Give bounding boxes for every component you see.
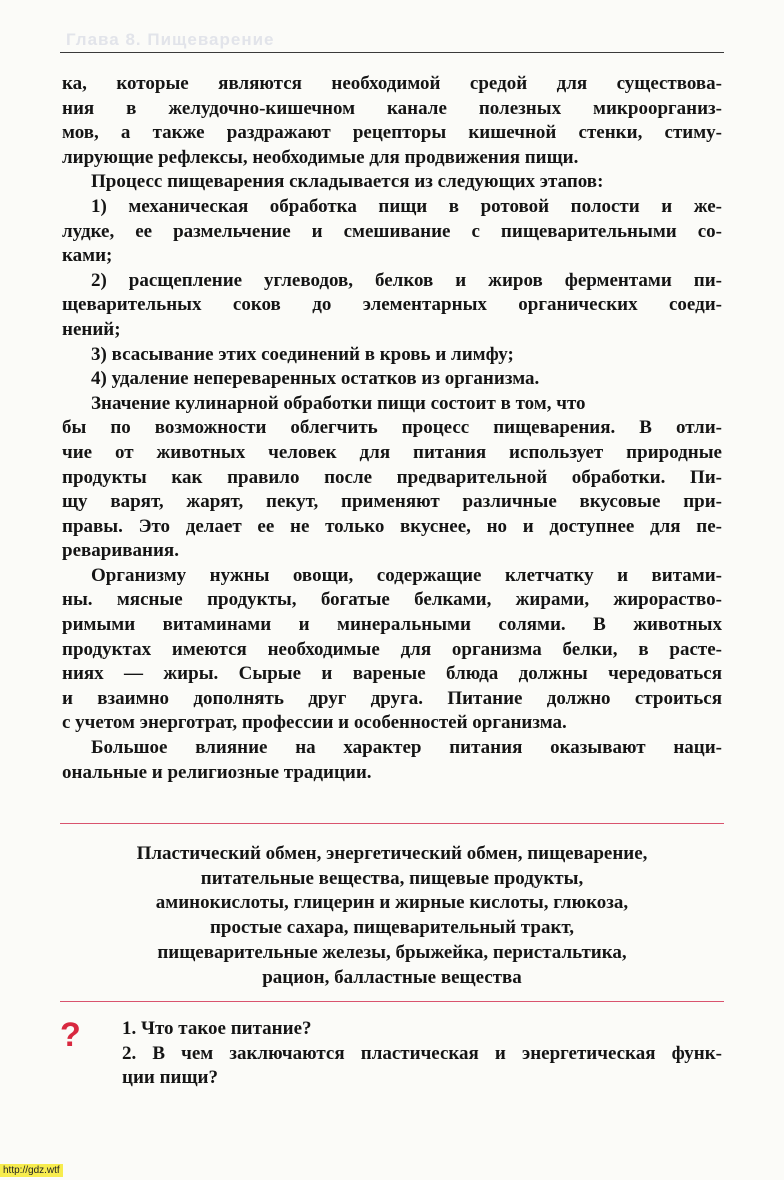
question-line: 1. Что такое питание? bbox=[122, 1018, 312, 1039]
text-line: мов, а также раздражают рецепторы кишечной стенки, стиму- bbox=[62, 122, 722, 144]
text-line: лирующие рефлексы, необходимые для продвижения пищи. bbox=[62, 146, 579, 168]
text-line: Большое влияние на характер питания оказывают наци- bbox=[91, 737, 722, 759]
watermark-link[interactable]: http://gdz.wtf bbox=[0, 1164, 63, 1177]
text-line: реваривания. bbox=[62, 540, 179, 562]
question-line: 2. В чем заключаются пластическая и энергетическая функ- bbox=[122, 1042, 722, 1064]
terms-bottom-rule bbox=[60, 1001, 724, 1002]
question-line: ции пищи? bbox=[122, 1067, 218, 1089]
text-line: правы. Это делает ее не только вкуснее, но и доступнее для пе- bbox=[62, 515, 722, 537]
text-line: бы по возможности облегчить процесс пищеварения. В отли- bbox=[62, 417, 722, 439]
text-line: щу варят, жарят, пекут, применяют различные вкусовые при- bbox=[62, 491, 722, 513]
text-line: щеварительных соков до элементарных органических соеди- bbox=[62, 294, 722, 316]
text-line: чие от животных человек для питания использует природные bbox=[62, 441, 722, 463]
key-term-line: Пластический обмен, энергетический обмен, пищеварение, bbox=[136, 843, 648, 864]
text-line: ка, которые являются необходимой средой для существова- bbox=[62, 73, 722, 94]
key-term-line: рацион, балластные вещества bbox=[262, 966, 522, 988]
text-line: 4) удаление непереваренных остатков из организма. bbox=[91, 368, 540, 390]
text-line: 2) расщепление углеводов, белков и жиров ферментами пи- bbox=[91, 269, 722, 291]
key-term-line: простые сахара, пищеварительный тракт, bbox=[209, 917, 575, 939]
text-line: ны. мясные продукты, богатые белками, жирами, жирораство- bbox=[62, 589, 722, 611]
text-line: Организму нужны овощи, содержащие клетчатку и витами- bbox=[91, 564, 722, 586]
key-term-line: аминокислоты, глицерин и жирные кислоты, глюкоза, bbox=[155, 892, 629, 914]
question-mark-icon: ? bbox=[60, 1016, 81, 1054]
text-line: нений; bbox=[62, 318, 121, 340]
header-rule bbox=[60, 52, 724, 53]
text-line: продуктах имеются необходимые для организма белки, в расте- bbox=[62, 638, 722, 660]
text-line: ниях — жиры. Сырые и вареные блюда должны чередоваться bbox=[62, 663, 722, 685]
main-text bbox=[62, 72, 722, 785]
text-line: Процесс пищеварения складывается из следующих этапов: bbox=[91, 171, 604, 193]
text-line: 1) механическая обработка пищи в ротовой полости и же- bbox=[91, 195, 722, 217]
text-line: Значение кулинарной обработки пищи состоит в том, что bbox=[91, 392, 586, 414]
text-line: ональные и религиозные традиции. bbox=[62, 761, 372, 783]
terms-top-rule bbox=[60, 823, 724, 824]
page-header bbox=[60, 28, 724, 54]
text-line: лудке, ее размельчение и смешивание с пищеварительными со- bbox=[62, 220, 722, 242]
text-line: 3) всасывание этих соединений в кровь и лимфу; bbox=[91, 343, 514, 365]
text-line: ками; bbox=[62, 245, 113, 267]
running-title: Глава 8. Пищеварение bbox=[66, 30, 275, 49]
text-line: с учетом энерготрат, профессии и особенностей организма. bbox=[62, 712, 567, 734]
key-term-line: пищеварительные железы, брыжейка, перистальтика, bbox=[157, 941, 627, 963]
text-line: и взаимно дополнять друг друга. Питание должно строиться bbox=[62, 687, 722, 709]
review-questions bbox=[122, 1017, 722, 1091]
key-terms-block bbox=[60, 842, 724, 990]
text-line: продукты как правило после предварительной обработки. Пи- bbox=[62, 466, 722, 488]
text-line: ния в желудочно-кишечном канале полезных микроорганиз- bbox=[62, 97, 722, 119]
text-line: римыми витаминами и минеральными солями. В животных bbox=[62, 614, 722, 636]
key-term-line: питательные вещества, пищевые продукты, bbox=[200, 867, 584, 889]
